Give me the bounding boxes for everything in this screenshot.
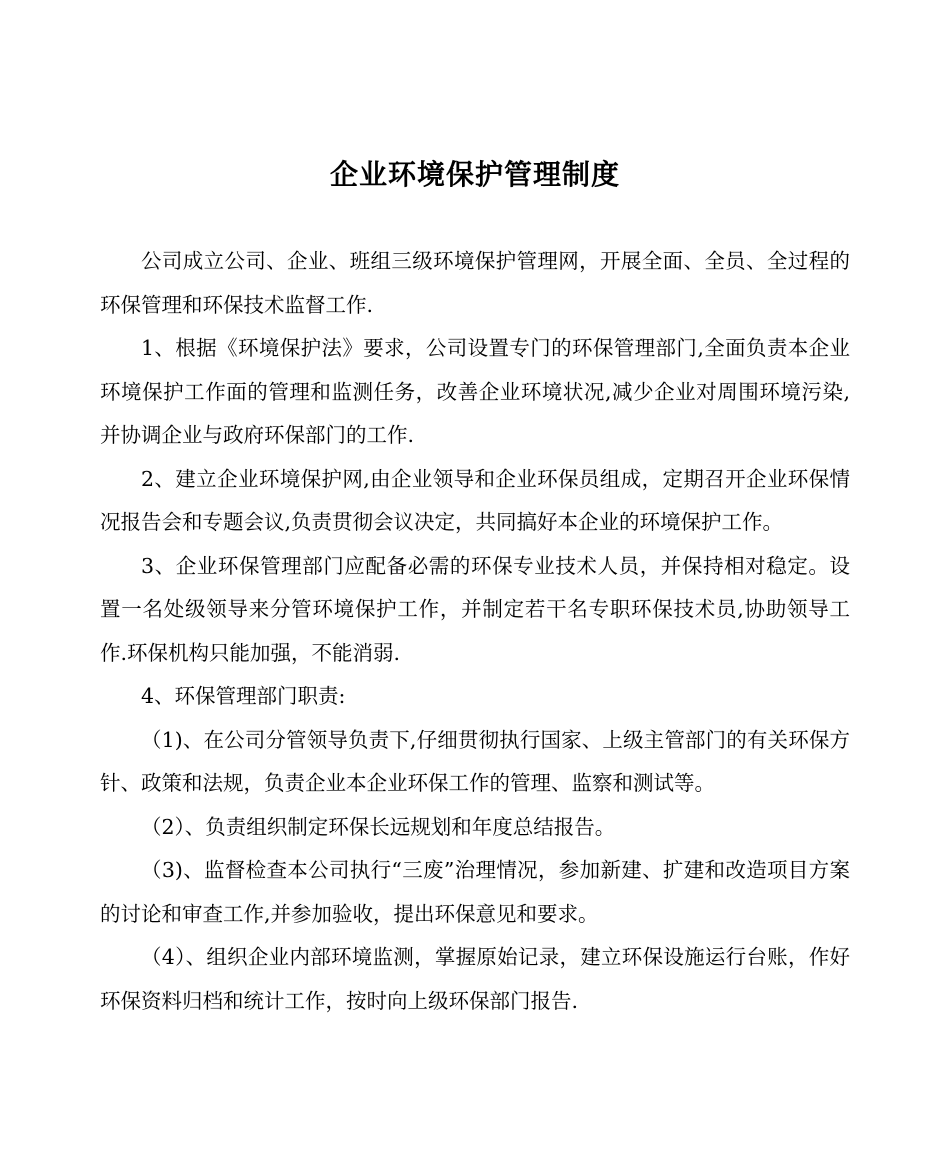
paragraph-item-1: 1、根据《环境保护法》要求，公司设置专门的环保管理部门,全面负责本企业环境保护工作面的管理和监测任务，改善企业环境状况,减少企业对周围环境污染,并协调企业与政府环保部门的工作. — [100, 336, 850, 447]
paragraph-item-3: 3、企业环保管理部门应配备必需的环保专业技术人员，并保持相对稳定。设置一名处级领导来分管环境保护工作，并制定若干名专职环保技术员,协助领导工作.环保机构只能加强，不能消弱. — [100, 553, 850, 665]
paragraph-duty-3: （3)、监督检查本公司执行“三废”治理情况，参加新建、扩建和改造项目方案的讨论和审查工作,并参加验收，提出环保意见和要求。 — [100, 858, 850, 926]
paragraph-item-4: 4、环保管理部门职责: — [141, 684, 346, 708]
paragraph-intro: 公司成立公司、企业、班组三级环境保护管理网，开展全面、全员、全过程的环保管理和环保技术监督工作. — [100, 249, 850, 317]
paragraph-duty-4: （4）、组织企业内部环境监测，掌握原始记录，建立环保设施运行台账，作好环保资料归档和统计工作，按时向上级环保部门报告. — [100, 945, 850, 1013]
document-page — [100, 150, 850, 1023]
document-title: 企业环境保护管理制度 — [329, 158, 620, 191]
paragraph-duty-1: （1)、在公司分管领导负责下,仔细贯彻执行国家、上级主管部门的有关环保方针、政策和法规，负责企业本企业环保工作的管理、监察和测试等。 — [100, 727, 850, 795]
document-body — [100, 240, 850, 1023]
paragraph-duty-2: （2）、负责组织制定环保长远规划和年度总结报告。 — [141, 814, 616, 839]
paragraph-item-2: 2、建立企业环境保护网,由企业领导和企业环保员组成，定期召开企业环保情况报告会和专题会议,负责贯彻会议决定，共同搞好本企业的环境保护工作。 — [100, 466, 850, 534]
